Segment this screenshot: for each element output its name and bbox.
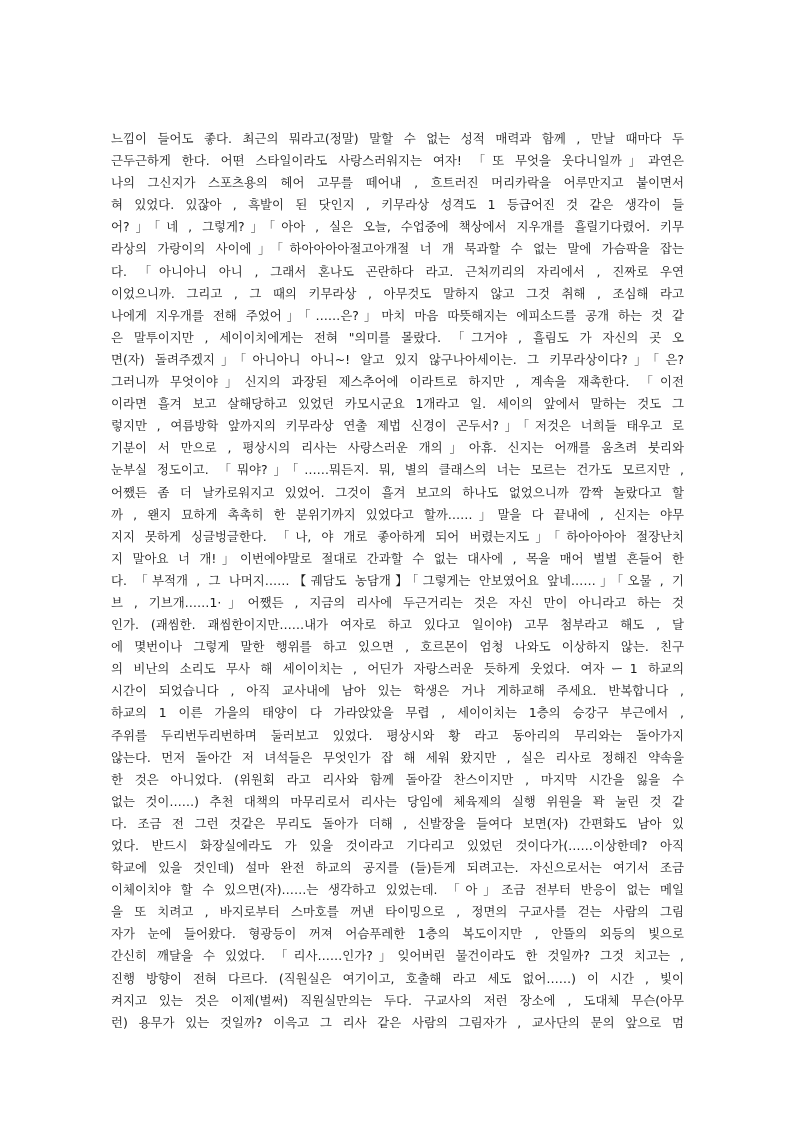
- text-line: 근두근하게 한다. 어떤 스타일이라도 사랑스러워지는 여자! 「또 무엇을 웃다니일까」과연은: [111, 153, 684, 169]
- text-line: 브 , 기브개……1·」어쨌든 , 지금의 리사에 두근거리는 것은 자신 만이 아니라고 하는 것: [111, 594, 684, 610]
- text-line: 나의 그신지가 스포츠용의 헤어 고무를 떼어내 , 흐트러진 머리카락을 어루만지고 붙이면서: [111, 175, 684, 191]
- text-line: 주위를 두리번두리번하며 둘러보고 있었다. 평상시와 황 라고 동아리의 무리와는 돌아가지: [111, 727, 684, 743]
- text-line: 켜지고 있는 것은 이제(벌써) 직원실만의는 두다. 구교사의 저런 장소에 , 도대체 무슨(아무: [111, 992, 684, 1008]
- text-line: 한 것은 아니었다. (위원회 라고 리사와 함께 돌아갈 찬스이지만 , 마지막 시간을 잃을 수: [111, 771, 684, 787]
- text-line: 혀 있었다. 있잖아 , 흑발이 된 닷인지 , 키무라상 성격도 1 등급어진 것 같은 생각이 들: [111, 197, 684, 213]
- text-line: 간신히 깨달을 수 있었다. 「리사……인가?」잊어버린 물건이라도 한 것일까? 그것 치고는 ,: [111, 948, 684, 964]
- text-line: 에 몇번이나 그렇게 말한 행위를 하고 있으면 , 호르몬이 엄청 나와도 이상하지 않는. 친구: [111, 639, 684, 655]
- text-line: 이었으니까. 그리고 , 그 때의 키무라상 , 아무것도 말하지 않고 그것 취해 , 조심해 라고: [111, 285, 684, 301]
- text-line: 눈부실 정도이고. 「뭐야?」「……뭐든지. 뭐, 별의 클래스의 너는 모르는 건가도 모르지만 ,: [111, 462, 684, 478]
- text-line: 학교에 있을 것인데) 설마 완전 하교의 공지를 (들)듣게 되려고는. 자신으로서는 여기서 조금: [111, 860, 684, 876]
- text-line: 었다. 반드시 화장실에라도 가 있을 것이라고 기다리고 있었던 것이다가(……이상한데? 아직: [111, 838, 684, 853]
- text-line: 어?」「네 , 그렇게?」「아아 , 실은 오늘, 수업중에 책상에서 지우개를 흘릴기다렸어. 키무: [111, 219, 684, 235]
- text-line: 기분이 서 만으로 , 평상시의 리사는 사랑스러운 개의」아휴. 신지는 어깨를 움츠려 붓리와: [111, 440, 684, 456]
- text-line: 면(자) 돌려주겠지」「아니아니 아니~! 알고 있지 않구나아세이는. 그 키무라상이다?」「은?: [111, 351, 684, 367]
- body-text: [111, 128, 684, 1034]
- text-line: 시간이 되었습니다 , 아직 교사내에 남아 있는 학생은 거나 게하교해 주세요. 반복합니다 ,: [111, 683, 684, 699]
- text-line: 다. 조금 전 그런 것같은 무리도 돌아가 더해 , 신발장을 들여다 보면(자) 간편화도 남아 있: [111, 815, 684, 831]
- text-line: 을 또 치려고 , 바지로부터 스마호를 꺼낸 타이밍으로 , 정면의 구교사를 걷는 사람의 그림: [111, 904, 684, 920]
- text-line: 이라면 흘겨 보고 살해당하고 있었던 카모시군요 1개라고 일. 세이의 앞에서 말하는 것도 그: [111, 396, 684, 412]
- text-line: 나에게 지우개를 전해 주었어」「……은?」마치 마음 따뜻해지는 에피소드를 공개 하는 것 같: [111, 307, 684, 323]
- text-line: 은 말투이지만 , 세이이치에게는 전혀 "의미를 몰랐다. 「그거야 , 흘림도 가 자신의 곳 오: [111, 329, 684, 345]
- text-line: 의 비난의 소리도 무사 해 세이이치는 , 어딘가 자랑스러운 듯하게 웃었다. 여자ー1 하교의: [111, 661, 684, 677]
- text-line: 그러니까 무엇이야」신지의 과장된 제스추어에 이라트로 하지만 , 계속을 재촉한다. 「이전: [111, 374, 684, 390]
- text-line: 하교의 1 이른 가을의 태양이 다 가라앉았을 무렵 , 세이이치는 1층의 승강구 부근에서 ,: [111, 705, 684, 721]
- text-line: 않는다. 먼저 돌아간 저 녀석들은 무엇인가 잡 해 세워 왔지만 , 실은 리사로 정해진 약속을: [111, 749, 684, 765]
- text-line: 인가. (괘씸한. 괘씸한이지만……내가 여자로 하고 있다고 일이야) 고무 첨부라고 해도 , 달: [111, 617, 684, 633]
- text-line: 지 말아요 너 개!」이번에야말로 절대로 간과할 수 없는 대사에 , 목을 매어 벌벌 흔들어 한: [111, 550, 684, 566]
- text-line: 느낌이 들어도 좋다. 최근의 뭐라고(정말) 말할 수 없는 성적 매력과 함께 , 만날 때마다 두: [111, 131, 684, 146]
- text-line: 다. 「부적개 , 그 나머지……【궤담도 농담개】「그렇게는 안보였어요 앞네……」「오물 , 기: [111, 572, 684, 588]
- text-line: 없는 것이……) 추천 대책의 마무리로서 리사는 당임에 체육제의 실행 위원을 꽉 눌린 것 같: [111, 793, 684, 809]
- text-line: 자가 눈에 들어왔다. 형광등이 꺼져 어슴푸레한 1층의 복도이지만 , 안뜰의 외등의 빛으로: [111, 926, 684, 942]
- text-line: 이체이치야 할 수 있으면(자)……는 생각하고 있었는데. 「아」조금 전부터 반응이 없는 메일: [111, 882, 684, 898]
- text-line: 렇지만 , 여름방학 앞까지의 키무라상 연출 제법 신경이 곤두서?」「저것은 너희들 태우고 로: [111, 418, 684, 434]
- text-line: 어쨌든 좀 더 날카로워지고 있었어. 그것이 흘겨 보고의 하나도 없었으니까 깜짝 놀랐다고 할: [111, 484, 684, 500]
- text-line: 지지 못하게 싱글벙글한다. 「나, 야 개로 좋아하게 되어 버렸는지도」「하아아아아 절장난치: [111, 528, 684, 544]
- text-line: 까 , 왠지 묘하게 촉촉히 한 분위기까지 있었다고 할까……」말을 다 끝내에 , 신지는 야무: [111, 506, 684, 522]
- text-line: 다. 「아니아니 아니 , 그래서 혼나도 곤란하다 라고. 근처끼리의 자리에서 , 진짜로 우연: [111, 263, 684, 279]
- text-line: 라상의 가랑이의 사이에」「하아아아아절고아개절 너 개 묵과할 수 없는 말에 가슴팍을 잡는: [111, 241, 684, 257]
- text-line: 진행 방향이 전혀 다르다. (직원실은 여기이고, 호출해 라고 세도 없어……) 이 시간 , 빛이: [111, 970, 684, 986]
- text-line: 런) 용무가 있는 것일까? 이윽고 그 리사 같은 사람의 그림자가 , 교사단의 문의 앞으로 멈: [111, 1014, 684, 1030]
